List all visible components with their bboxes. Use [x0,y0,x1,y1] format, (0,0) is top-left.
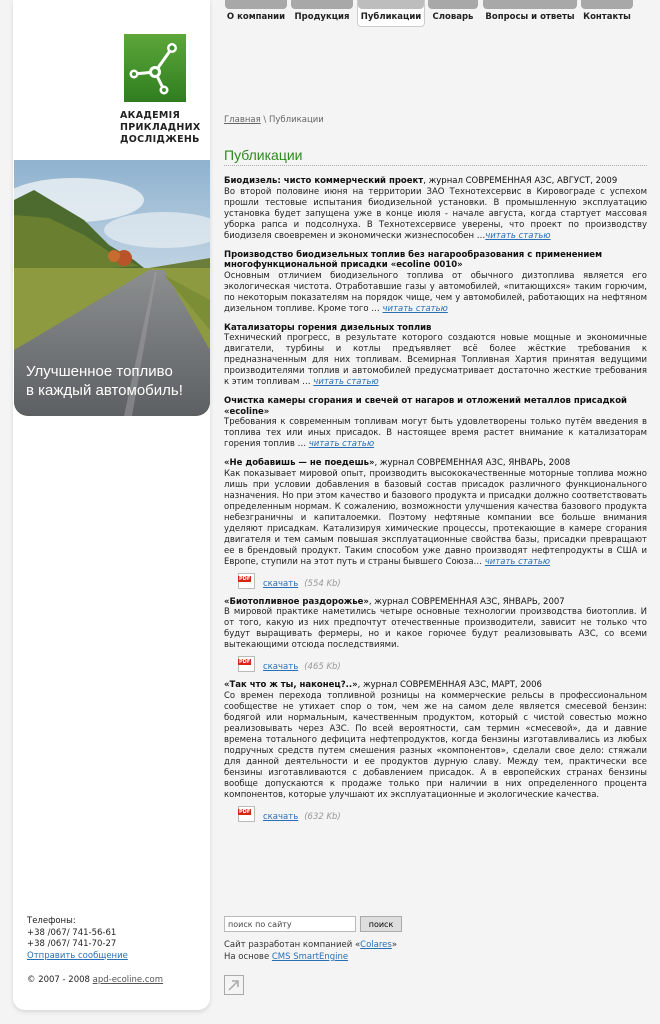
breadcrumb-home[interactable]: Главная [224,115,261,125]
article-head [224,323,647,334]
article-text [224,469,647,568]
article-title[interactable]: «Так что ж ты, наконец?..» [224,680,358,690]
pdf-icon[interactable]: PDF [238,573,255,589]
article-item [224,458,647,589]
logo-line-3: ДОСЛІДЖЕНЬ [120,134,200,145]
tab-products[interactable] [291,0,353,24]
tab-contacts[interactable] [581,0,633,24]
logo-text [120,110,200,146]
article-head [224,250,647,271]
download-link[interactable]: скачать [263,662,299,672]
breadcrumb-current: Публикации [269,115,324,125]
article-title[interactable]: Очистка камеры сгорания и свечей от нагаров и отложений металлов присадкой «ecoline» [224,396,627,417]
article-text [224,691,647,801]
article-title[interactable]: «Не добавишь — не поедешь» [224,458,375,468]
article-head [224,176,647,187]
article-item [224,680,647,822]
article-title[interactable]: Катализаторы горения дизельных топлив [224,322,432,333]
credits-suffix: » [391,940,398,950]
article-item [224,176,647,242]
article-item [224,597,647,673]
download-link[interactable]: скачать [263,578,299,589]
article-text [224,187,647,242]
credits [224,939,397,963]
tab-about-label: О компании [226,12,286,22]
article-title[interactable]: Производство биодизельных топлив без нагарообразования с применением многофункциональной присадки «ecoline 0010» [224,249,603,270]
download-row [238,654,647,672]
tab-products-label: Продукция [294,12,350,22]
download-row [238,804,647,822]
download-row [238,571,647,589]
article-meta: , журнал СОВРЕМЕННАЯ АЗС, МАРТ, 2006 [357,680,542,690]
download-link[interactable]: скачать [263,811,299,822]
article-meta: , журнал СОВРЕМЕННАЯ АЗС, ЯНВАРЬ, 2008 [374,458,571,468]
contacts [27,916,128,962]
read-more-link[interactable]: читать статью [313,377,379,387]
phones-label: Телефоны: [27,916,76,926]
file-size: (465 Kb) [304,662,341,672]
article-head [224,680,647,691]
article-head [224,458,647,469]
cms-link[interactable]: CMS SmartEngine [271,952,349,962]
banner-caption-line-1: Улучшенное топливо [26,363,173,380]
article-head [224,396,647,417]
sidebar [13,0,210,1010]
credits-line-1 [224,939,397,951]
article-excerpt: Со времен перехода топливной розницы на коммерческие рельсы в профессиональном сообществе не утихает спор о том, чем же на самом деле является смесевой бензин: бодягой или нормальным, качественным продуктом, который с чистой совестью можно реализовывать через АЗС. По всей вероятности, сам термин «смесевой», да и давние времена тотального дефицита нефтепродуктов, когда бензины изготавливались из любых подручных средств путем смешения разных «компонентов», сделали свое дело: стяжали для данной деятельности и ее продуктов дурную славу. Между тем, практически все бензины изготавливаются с добавлением присадок. А в европейских странах бензины вообще допускаются к продаже только при наличии в них определенного процента компонентов, которые улучшают их эксплуатационные и экологические качества. [224,690,647,800]
article-meta: , журнал СОВРЕМЕННАЯ АЗС, ЯНВАРЬ, 2007 [368,596,565,607]
developer-link[interactable]: Colares [360,940,392,950]
read-more-link[interactable]: читать статью [485,230,551,241]
tab-faq[interactable] [483,0,577,24]
arrow-corner-icon[interactable] [224,975,244,995]
breadcrumb [224,115,324,125]
copyright-text: © 2007 - 2008 [27,975,93,985]
logo-line-2: ПРИКЛАДНИХ [120,122,201,133]
banner-caption-line-2: в каждый автомобиль! [26,382,183,399]
article-text [224,417,647,450]
phone-1: +38 /067/ 741-56-61 [27,927,117,938]
article-excerpt: Основным отличием биодизельного топлива от обычного дизтоплива является его экологическая чистота. Отработавшие газы у автомобилей, «питающихся» таким горючим, по некоторым показателям на порядок чище, чем у автомобилей, работающих на нефтяном дизельном топливе. Кроме того … [224,270,647,314]
credits-line-2 [224,951,397,963]
read-more-link[interactable]: читать статью [382,303,448,314]
send-message-link[interactable]: Отправить сообщение [27,950,128,961]
tab-about[interactable] [225,0,287,24]
copyright-link[interactable]: apd-ecoline.com [92,975,164,985]
page-title: Публикации [224,147,303,163]
tab-publications[interactable] [357,0,425,27]
article-text [224,271,647,315]
read-more-link[interactable]: читать статью [308,439,375,449]
search-button[interactable]: поиск [360,916,402,932]
search-form [224,916,394,932]
pdf-icon[interactable]: PDF [238,806,255,822]
article-item [224,250,647,315]
article-excerpt: В мировой практике наметились четыре основные технологии производства биотоплив. И от того, какую из них предпочтут отечественные производители, зависит не только что будут выращивать фермеры, но и какое горючее будут реализовывать АЗС, со всеми вытекающими отсюда последствиями. [224,607,647,650]
article-excerpt: Технический прогресс, в результате которого создаются новые мощные и экономичные двигатели, турбины и котлы предъявляет всё более жёсткие требования к предназначенным для них топливам. Всемирная Топливная Хартия принятая ведущими производителями топлив и автомобилей предусматривает достаточно жесткие требования к этим топливам … [224,333,647,387]
phone-2: +38 /067/ 741-70-27 [27,939,117,949]
article-excerpt: Как показывает мировой опыт, производить высококачественные моторные топлива можно лишь при условии добавления в базовый состав присадок различного функционального назначения. Но при этом качество и базового продукта и присадки должно соответствовать определенным нормам. К сожалению, возможности улучшения качества базового продукта небезграничны и капиталоемки. Поэтому нефтяные компании все больше внимания уделяют присадкам. Катализируя химические процессы, протекающие в камере сгорания двигателя и тем самым повышая эксплуатационные свойства базы, присадки превращают ее в брендовый продукт. Таким способом уже давно производят нефтепродукты в США и Европе, ступили на этот путь и страны бывшего Союза… [224,468,647,567]
article-meta: , журнал СОВРЕМЕННАЯ АЗС, АВГУСТ, 2009 [423,176,618,186]
pdf-icon[interactable]: PDF [238,656,255,672]
title-divider [224,165,647,166]
article-item [224,396,647,450]
article-item [224,323,647,389]
banner-caption [26,362,206,400]
logo-line-1: АКАДЕМІЯ [120,110,181,121]
tab-dictionary-label: Словарь [432,12,474,22]
article-excerpt: Во второй половине июня на территории ЗАО Технотехсервис в Кировограде с успехом прошли тестовые испытания биодизельной установки. В промышленную эксплуатацию установка будет запущена уже в конце июля - начале августа, когда стартует массовая уборка рапса и подсолнуха. В Технотехсервисе уверены, что проект по производству биодизеля своевремен и экономически жизнеспособен … [224,186,647,241]
article-title[interactable]: «Биотопливное раздорожье» [224,596,369,607]
tab-contacts-label: Контакты [583,12,631,22]
breadcrumb-separator: \ [260,115,269,125]
credits-prefix: Сайт разработан компанией « [224,940,361,950]
copyright [27,975,163,985]
search-input[interactable] [224,916,356,932]
tab-dictionary[interactable] [428,0,478,24]
file-size: (632 Kb) [304,811,341,822]
article-excerpt: Требования к современным топливам могут быть удовлетворены только путём введения в топлива тех или иных присадок. В настоящее время растет внимание к катализаторам горения топлив … [224,417,647,449]
tab-publications-label: Публикации [360,12,422,22]
article-head [224,597,647,608]
read-more-link[interactable]: читать статью [484,556,551,567]
article-text [224,607,647,651]
articles-list [224,176,647,830]
file-size: (554 Kb) [304,578,341,589]
article-title[interactable]: Биодизель: чисто коммерческий проект [224,176,424,186]
tab-faq-label: Вопросы и ответы [485,12,575,22]
cms-prefix: На основе [224,952,272,962]
road-banner-image [14,160,210,416]
article-text [224,333,647,388]
logo-molecule-icon[interactable] [124,34,186,102]
